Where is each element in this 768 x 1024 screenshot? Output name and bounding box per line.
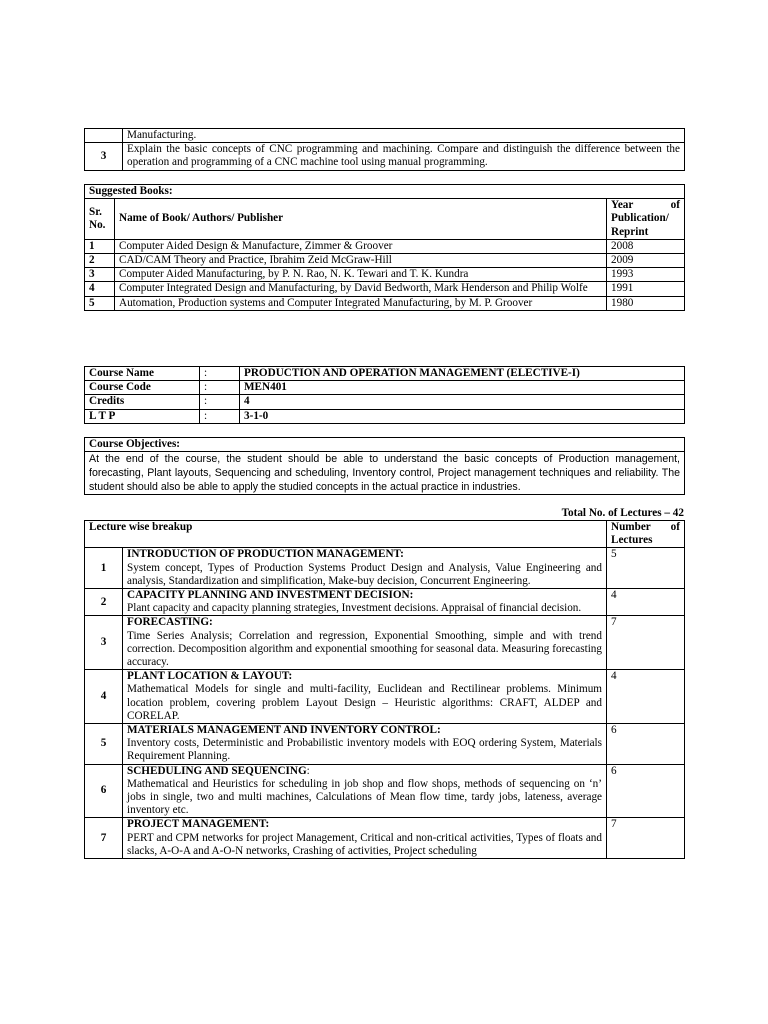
lecture-sr: 5 [85, 724, 123, 765]
book-name: Computer Aided Manufacturing, by P. N. Rao, N. K. Tewari and T. K. Kundra [115, 268, 607, 282]
lecture-count: 7 [607, 616, 685, 670]
lecture-sr: 6 [85, 764, 123, 818]
book-name: Automation, Production systems and Computer Integrated Manufacturing, by M. P. Groover [115, 296, 607, 310]
lecture-count: 6 [607, 724, 685, 765]
book-name: Computer Aided Design & Manufacture, Zimmer & Groover [115, 239, 607, 253]
book-year: 1993 [607, 268, 685, 282]
lecture-count: 6 [607, 764, 685, 818]
separator: : [200, 395, 240, 409]
credits-value: 4 [240, 395, 685, 409]
question-text: Explain the basic concepts of CNC programming and machining. Compare and distinguish the difference between the operation and programming of a CNC machine tool using manual programming. [123, 143, 685, 170]
table-header-row [85, 521, 685, 548]
books-header-year: Year of Publication/ Reprint [607, 199, 685, 240]
book-sr: 1 [85, 239, 115, 253]
table-header-row [85, 199, 685, 240]
table-row [85, 818, 685, 859]
course-name-value: PRODUCTION AND OPERATION MANAGEMENT (ELECTIVE-I) [240, 367, 685, 381]
separator: : [200, 367, 240, 381]
table-row [85, 724, 685, 765]
book-sr: 2 [85, 254, 115, 268]
table-row [85, 438, 685, 452]
lecture-sr: 4 [85, 670, 123, 724]
book-year: 2009 [607, 254, 685, 268]
table-row [85, 129, 685, 143]
lecture-sr: 3 [85, 616, 123, 670]
lecture-topic [123, 548, 607, 589]
lecture-count: 4 [607, 670, 685, 724]
table-row [85, 764, 685, 818]
lecture-title: CAPACITY PLANNING AND INVESTMENT DECISION: [127, 589, 414, 602]
books-title: Suggested Books: [85, 185, 685, 199]
lecture-breakup-table [84, 520, 685, 859]
table-row [85, 589, 685, 616]
book-year: 1980 [607, 296, 685, 310]
lecture-title: PROJECT MANAGEMENT: [127, 818, 270, 831]
top-question-table [84, 128, 685, 171]
book-sr: 5 [85, 296, 115, 310]
lecture-topic [123, 589, 607, 616]
lecture-count: 5 [607, 548, 685, 589]
lecture-title: INTRODUCTION OF PRODUCTION MANAGEMENT: [127, 548, 404, 561]
objectives-title: Course Objectives: [85, 438, 685, 452]
lecture-topic [123, 818, 607, 859]
number-of-lectures-header: Number of Lectures [607, 521, 685, 548]
lecture-title-line [127, 765, 602, 778]
question-sr [85, 129, 123, 143]
table-row [85, 452, 685, 495]
table-row [85, 616, 685, 670]
lecture-sr: 7 [85, 818, 123, 859]
lecture-topic [123, 616, 607, 670]
book-year: 1991 [607, 282, 685, 296]
table-row [85, 367, 685, 381]
lecture-title-suffix: : [306, 764, 310, 777]
lecture-breakup-header: Lecture wise breakup [85, 521, 607, 548]
suggested-books-table [84, 184, 685, 311]
table-row [85, 670, 685, 724]
lecture-text: System concept, Types of Production Systems Product Design and Analysis, Value Engineering and analysis, Standardization and simplification, Make-buy decision, Concurrent Engineering. [127, 561, 602, 587]
lecture-text: Time Series Analysis; Correlation and regression, Exponential Smoothing, simple and with trend correction. Decomposition algorithm and exponential smoothing for seasonal data. Measuring forecasting accuracy. [127, 629, 602, 669]
course-code-value: MEN401 [240, 381, 685, 395]
course-name-label: Course Name [85, 367, 200, 381]
lecture-topic [123, 670, 607, 724]
table-row [85, 268, 685, 282]
lecture-topic [123, 724, 607, 765]
lecture-text: Inventory costs, Deterministic and Probabilistic inventory models with EOQ ordering System, Materials Requirement Planning. [127, 737, 602, 763]
objectives-text: At the end of the course, the student should be able to understand the basic concepts of Production management, forecasting, Plant layouts, Sequencing and scheduling, Inventory control, Project management techniques and reliability. The student should also be able to apply the studied concepts in the actual practice in industries. [85, 452, 685, 495]
lecture-text: Plant capacity and capacity planning strategies, Investment decisions. Appraisal of financial decision. [127, 602, 582, 615]
table-row [85, 239, 685, 253]
book-sr: 4 [85, 282, 115, 296]
credits-label: Credits [85, 395, 200, 409]
course-info-table [84, 366, 685, 424]
book-name: CAD/CAM Theory and Practice, Ibrahim Zeid McGraw-Hill [115, 254, 607, 268]
lecture-text: PERT and CPM networks for project Management, Critical and non-critical activities, Types of floats and slacks, A-O-A and A-O-N networks, Crashing of activities, Project scheduling [127, 831, 602, 857]
lecture-title: SCHEDULING AND SEQUENCING [127, 764, 307, 777]
books-header-sr: Sr. No. [85, 199, 115, 240]
lecture-text: Mathematical Models for single and multi-facility, Euclidean and Rectilinear problems. Minimum location problem, covering problem Layout Design – Heuristic algorithms: CRAFT, ALDEP and CORELAP. [127, 683, 602, 722]
lecture-sr: 2 [85, 589, 123, 616]
book-year: 2008 [607, 239, 685, 253]
lecture-text: Mathematical and Heuristics for scheduling in job shop and flow shops, methods of sequencing on ‘n’ jobs in single, two and multi machines, Calculations of Mean flow time, tardy jobs, lateness, average inventory etc. [127, 777, 602, 817]
table-row [85, 548, 685, 589]
lecture-title: PLANT LOCATION & LAYOUT: [127, 670, 293, 683]
book-name: Computer Integrated Design and Manufacturing, by David Bedworth, Mark Henderson and Philip Wolfe [115, 282, 607, 296]
ltp-label: L T P [85, 409, 200, 423]
course-objectives-table [84, 437, 685, 495]
lecture-title: FORECASTING: [127, 616, 213, 629]
table-row [85, 381, 685, 395]
table-row [85, 254, 685, 268]
lecture-count: 4 [607, 589, 685, 616]
lecture-count: 7 [607, 818, 685, 859]
table-row [85, 282, 685, 296]
book-sr: 3 [85, 268, 115, 282]
table-row [85, 185, 685, 199]
question-sr: 3 [85, 143, 123, 170]
course-code-label: Course Code [85, 381, 200, 395]
table-row [85, 395, 685, 409]
table-row [85, 296, 685, 310]
lecture-sr: 1 [85, 548, 123, 589]
separator: : [200, 409, 240, 423]
table-row [85, 143, 685, 170]
total-lectures: Total No. of Lectures – 42 [561, 507, 684, 519]
ltp-value: 3-1-0 [240, 409, 685, 423]
table-row [85, 409, 685, 423]
books-header-name: Name of Book/ Authors/ Publisher [115, 199, 607, 240]
question-text: Manufacturing. [123, 129, 685, 143]
lecture-topic [123, 764, 607, 818]
separator: : [200, 381, 240, 395]
lecture-title: MATERIALS MANAGEMENT AND INVENTORY CONTROL: [127, 724, 441, 737]
